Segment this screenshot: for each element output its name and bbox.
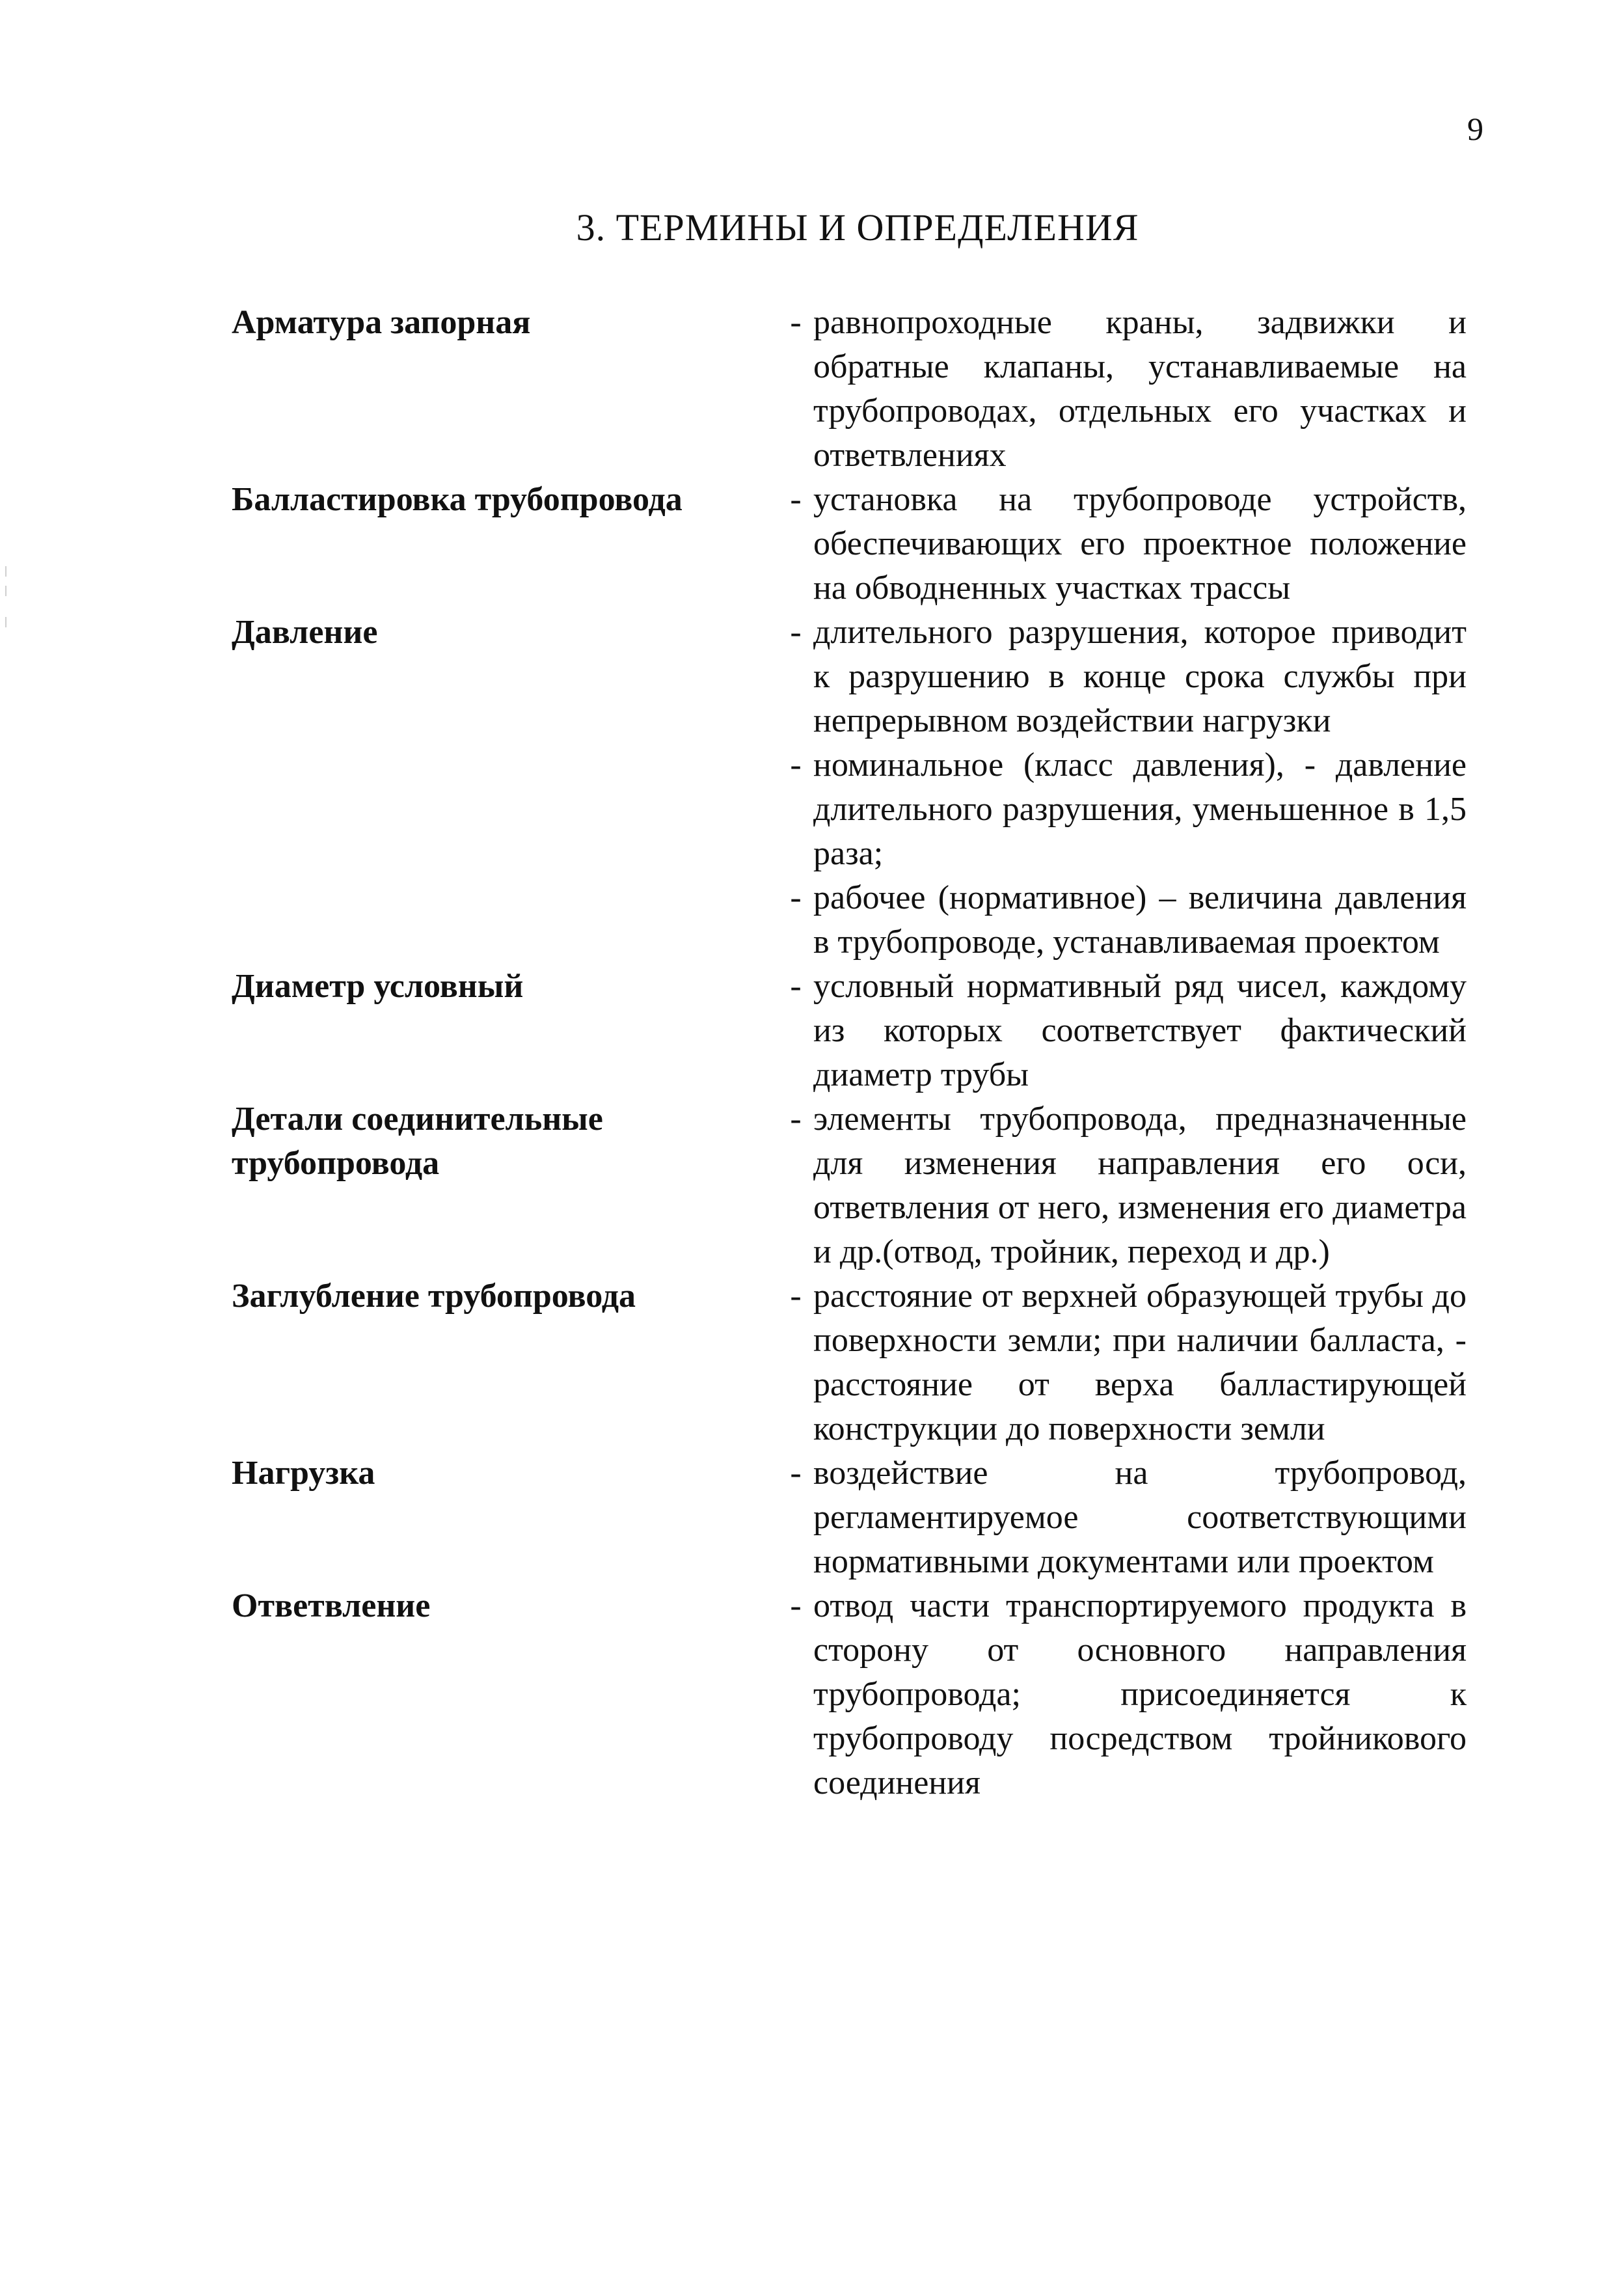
definition <box>778 1097 1481 1274</box>
term-row <box>232 610 1481 964</box>
definition <box>778 964 1481 1097</box>
definition <box>778 301 1481 478</box>
definition-text: отвод части транспортируемого продукта в сторону от основного направления трубопровода; присоединяется к трубопроводу посредством тройникового соединения <box>813 1587 1467 1801</box>
term-name: Балластировка трубопровода <box>232 481 683 518</box>
scan-margin-mark <box>5 617 7 627</box>
definition <box>778 743 1481 876</box>
definition-dash: - <box>790 1278 802 1315</box>
term-name: Ответвление <box>232 1587 431 1624</box>
term-definitions <box>778 1274 1481 1451</box>
term-row <box>232 964 1481 1097</box>
definition-text: номинальное (класс давления), - давление длительного разрушения, уменьшенное в 1,5 раза; <box>813 746 1467 872</box>
definition <box>778 1451 1481 1584</box>
definition <box>778 610 1481 743</box>
scan-margin-mark <box>5 566 7 577</box>
term-row <box>232 1274 1481 1451</box>
term-row <box>232 1097 1481 1274</box>
term-definitions <box>778 478 1481 610</box>
definition-text: установка на трубопроводе устройств, обеспечивающих его проектное положение на обводненных участках трассы <box>813 481 1467 607</box>
term-definitions <box>778 964 1481 1097</box>
definition-dash: - <box>790 1100 802 1138</box>
term-row <box>232 1584 1481 1805</box>
page-number: 9 <box>1467 111 1483 147</box>
term-definitions <box>778 1584 1481 1805</box>
definition <box>778 1584 1481 1805</box>
term-name: Диаметр условный <box>232 968 524 1005</box>
definition-text: длительного разрушения, которое приводит к разрушению в конце срока службы при непрерывном воздействии нагрузки <box>813 614 1467 739</box>
term-row <box>232 478 1481 610</box>
definition-text: условный нормативный ряд чисел, каждому из которых соответствует фактический диаметр трубы <box>813 968 1467 1093</box>
definition <box>778 1274 1481 1451</box>
definition-text: рабочее (нормативное) – величина давления в трубопроводе, устанавливаемая проектом <box>813 879 1467 961</box>
term-definitions <box>778 1451 1481 1584</box>
definition-dash: - <box>790 481 802 518</box>
term-definitions <box>778 301 1481 478</box>
definition-dash: - <box>790 968 802 1005</box>
definition <box>778 876 1481 964</box>
term-name: Заглубление трубопровода <box>232 1278 636 1315</box>
definition-dash: - <box>790 304 802 341</box>
definition-dash: - <box>790 1587 802 1624</box>
definition-dash: - <box>790 1455 802 1492</box>
term-row <box>232 301 1481 478</box>
term-definitions <box>778 610 1481 964</box>
definition-dash: - <box>790 879 802 916</box>
term-name: Нагрузка <box>232 1455 375 1492</box>
definition-dash: - <box>790 746 802 784</box>
term-name: Арматура запорная <box>232 304 531 341</box>
term-name: Давление <box>232 614 378 651</box>
term-definitions <box>778 1097 1481 1274</box>
definition <box>778 478 1481 610</box>
term-name: Детали соединительные трубопровода <box>232 1100 603 1182</box>
definition-dash: - <box>790 614 802 651</box>
definition-text: воздействие на трубопровод, регламентируемое соответствующими нормативными документами или проектом <box>813 1455 1467 1580</box>
term-row <box>232 1451 1481 1584</box>
definition-text: расстояние от верхней образующей трубы до поверхности земли; при наличии балласта, - расстояние от верха балластирующей конструкции до поверхности земли <box>813 1278 1467 1447</box>
definition-text: равнопроходные краны, задвижки и обратные клапаны, устанавливаемые на трубопроводах, отдельных его участках и ответвлениях <box>813 304 1467 474</box>
section-title: 3. ТЕРМИНЫ И ОПРЕДЕЛЕНИЯ <box>576 206 1139 249</box>
scan-margin-mark <box>5 586 7 596</box>
definition-text: элементы трубопровода, предназначенные для изменения направления его оси, ответвления от него, изменения его диаметра и др.(отвод, тройник, переход и др.) <box>813 1100 1467 1270</box>
terms-list <box>232 301 1481 1805</box>
